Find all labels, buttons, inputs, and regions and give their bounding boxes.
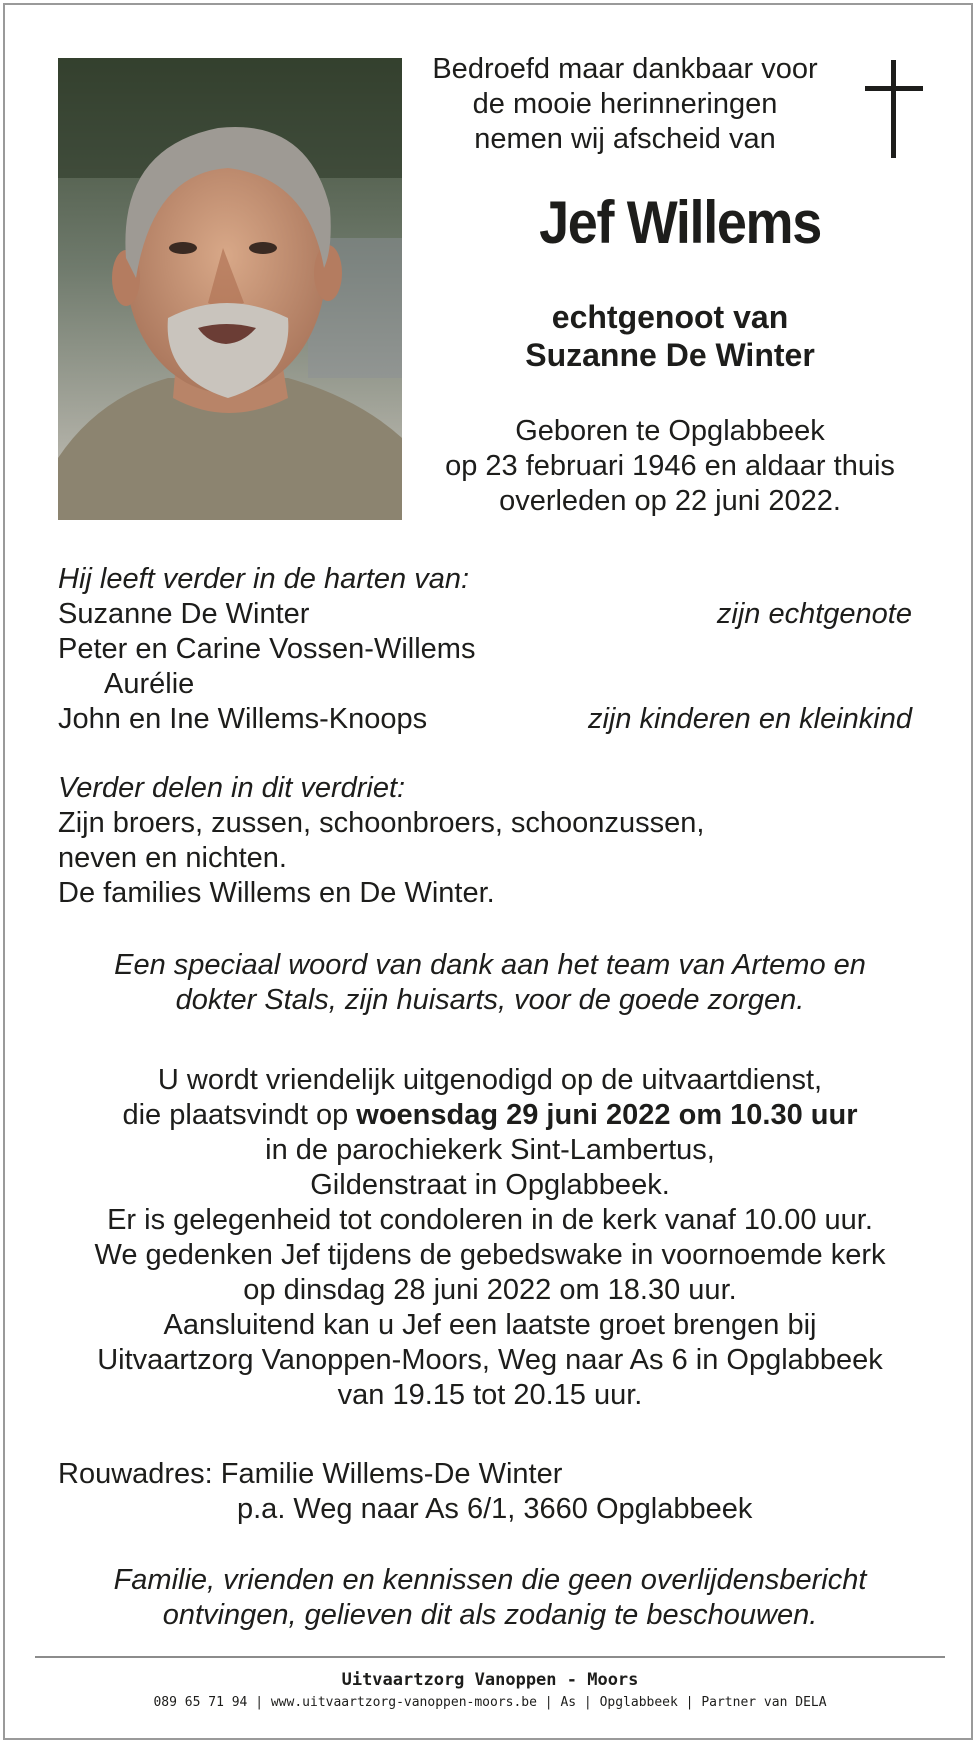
others-line: neven en nichten.: [58, 842, 287, 874]
spouse-line: echtgenoot van: [551, 299, 789, 335]
spouse-line: Suzanne De Winter: [525, 337, 815, 373]
intro-line: de mooie herinneringen: [472, 88, 778, 120]
intro-line: Bedroefd maar dankbaar voor: [432, 53, 818, 85]
family-grandchild: Aurélie: [104, 668, 195, 700]
portrait-photo: [58, 58, 402, 520]
deceased-name: Jef Willems: [539, 189, 821, 256]
family-spouse-role: zijn echtgenote: [716, 598, 912, 630]
funeral-date-prefix: die plaatsvindt op: [122, 1099, 357, 1131]
funeral-line: in de parochiekerk Sint-Lambertus,: [265, 1134, 715, 1166]
funeral-date-line: [50, 1098, 930, 1133]
others-line: Zijn broers, zussen, schoonbroers, schoonzussen,: [58, 807, 705, 839]
others-line: De families Willems en De Winter.: [58, 877, 495, 909]
birth-line: Geboren te Opglabbeek: [515, 415, 825, 447]
closing-line: Familie, vrienden en kennissen die geen overlijdensbericht: [113, 1564, 867, 1596]
funeral-line: Aansluitend kan u Jef een laatste groet brengen bij: [163, 1309, 817, 1341]
address-line: p.a. Weg naar As 6/1, 3660 Opglabbeek: [237, 1493, 753, 1525]
intro-line: nemen wij afscheid van: [474, 123, 776, 155]
birth-line: overleden op 22 juni 2022.: [499, 485, 841, 517]
funeral-line: Uitvaartzorg Vanoppen-Moors, Weg naar As 6 in Opglabbeek: [97, 1344, 883, 1376]
spouse-heading: [470, 298, 870, 374]
footer-title: Uitvaartzorg Vanoppen - Moors: [341, 1670, 639, 1690]
address-line: Rouwadres: Familie Willems-De Winter: [58, 1458, 563, 1490]
family-heading: Hij leeft verder in de harten van:: [58, 563, 470, 595]
funeral-line: U wordt vriendelijk uitgenodigd op de uitvaartdienst,: [157, 1064, 823, 1096]
birth-line: op 23 februari 1946 en aldaar thuis: [445, 450, 895, 482]
intro-text: [405, 52, 845, 157]
funeral-line: van 19.15 tot 20.15 uur.: [337, 1379, 643, 1411]
thanks-line: Een speciaal woord van dank aan het team van Artemo en: [114, 949, 866, 981]
funeral-line: Er is gelegenheid tot condoleren in de kerk vanaf 10.00 uur.: [107, 1204, 873, 1236]
funeral-line: We gedenken Jef tijdens de gebedswake in voornoemde kerk: [94, 1239, 886, 1271]
family-children-role: zijn kinderen en kleinkind: [587, 703, 912, 735]
birth-death-text: [420, 414, 920, 519]
cross-icon: [865, 60, 923, 163]
family-spouse-name: Suzanne De Winter: [58, 598, 310, 630]
family-child: John en Ine Willems-Knoops: [58, 703, 428, 735]
funeral-line: op dinsdag 28 juni 2022 om 18.30 uur.: [243, 1274, 737, 1306]
thanks-line: dokter Stals, zijn huisarts, voor de goede zorgen.: [175, 984, 805, 1016]
footer-info: 089 65 71 94 | www.uitvaartzorg-vanoppen-moors.be | As | Opglabbeek | Partner van DELA: [153, 1695, 827, 1710]
funeral-date: woensdag 29 juni 2022 om 10.30 uur: [356, 1099, 858, 1131]
family-child: Peter en Carine Vossen-Willems: [58, 633, 476, 665]
closing-line: ontvingen, gelieven dit als zodanig te beschouwen.: [162, 1599, 818, 1631]
footer-divider: [35, 1656, 945, 1658]
others-heading: Verder delen in dit verdriet:: [58, 772, 406, 804]
funeral-line: Gildenstraat in Opglabbeek.: [310, 1169, 670, 1201]
